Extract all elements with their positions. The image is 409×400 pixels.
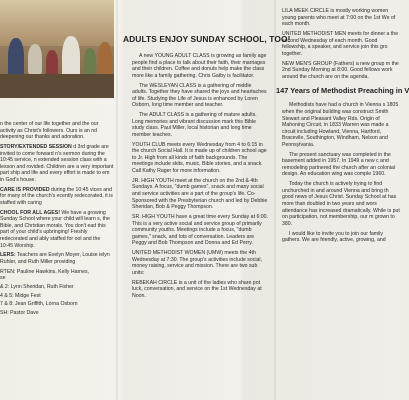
teachers-text: Teachers are Evelyn Moyer, Louise ielyn Ruhler, and Ruth Miller providing [0,252,110,266]
right-panel [276,0,409,400]
teachers-heading: LERS: [0,252,16,259]
adults-heading: ADULTS ENJOY SUNDAY SCHOOL, TOO! [123,34,291,44]
story-session-heading: STORY/EXTENDED SESSION [0,143,72,150]
photo-person [46,50,58,76]
sanctuary-paragraph: The present sanctuary was completed in the basement added in 1957. In 1949 a new c and remodeling partnered the church after an colonial design. An education wing was comple 1960. [282,151,396,178]
adult-class-paragraph: The ADULT CLASS is a gathering of mature adults. Long memories and vibrant discussion mark this Bible study class. Paul Miller, local historian and long time member teaches. [132,112,257,138]
new-mens-paragraph: NEW MEN'S GROUP (Fathers) a new group m the 2nd Sunday Morning at 8:00. Good fellows work around the church are on the agenda. [282,60,399,80]
story-session-paragraph [0,144,114,184]
photo-person [8,38,24,78]
staff-line: 4 & 5: Midge Fest [0,292,41,299]
photo-person [98,42,112,76]
history-paragraph: Methodists have had a church in Vienna s 1805 when the original building was construct Smith Stewart and Pleasant Valley Rds. Origin of Mahoning Circuit, in 1833 Warren was made a circuit including Howland, Vienna, Hartford, Bracevile, Southington, Windham, Nelson and Pennsylvania. [282,102,399,148]
school-paragraph [0,210,114,250]
middle-panel [120,0,291,400]
school-text: We have a growing Sunday School where your child will learn s, the Bible, and Christian morals. You don't ead this part of your child's upbringing! Freshly redecorated and ably staffed for ool and the 10:45 Worship. [0,209,110,249]
fold-line [116,0,118,400]
invite-paragraph: I would like to invite you to join our family gathers. We are friendly, active, growing, and [282,230,386,244]
staff-line: RTEN: Pauline Hawkins, Kelly Harnes, [0,268,89,275]
nursery-heading: CARE IS PROVIDED [0,186,50,193]
jr-high-paragraph: JR. HIGH YOUTH meet at the church on the 2nd & 4th Sundays. A focus, "dumb games", snack and many social and service activities are a part of the group's life. Co-Sponsored with the Presbyterian church and led by Debbie Sheridan, Bob & Peggy Thompson. [132,177,268,211]
umm-paragraph: UNITED METHODIST MEN meets for dinner a the second Wednesday of each month. Good fellowship, a speaker, and service join this gro together. [282,30,399,57]
wesleyan-paragraph: The WESLEYAN CLASS is a gathering of middle adults. Together they have shared the joys and heartaches of life. Studying the Life of Jesus is enhanced by Loren Osborn, long time member and teacher. [132,82,267,109]
sunday-school-photo [0,0,114,98]
school-heading: CHOOL FOR ALL AGES! [0,209,60,216]
staff-line: SH: Pastor Dave [0,309,39,316]
middle-text [120,53,270,300]
umw-paragraph: UNITED METHODIST WOMEN (UMW) meets the 4th Wednesday at 7:30. The group's activities include social, money raising, service and mission. There are two sub units: [132,250,262,276]
nursery-text: during the 10:45 vices and for many of the church's ecently redecorated, it is staffed with caring [0,186,113,206]
photo-floor [0,74,114,98]
today-paragraph: Today the church is actively trying to find unchurched in and around Vienna and bring th good news of Jesus Christ. Sunday School at has more than doubled in two years and wors attendance has increased dramatically. While is put on participation, not membership, our m grown to 380. [282,181,400,227]
young-adult-paragraph: A new YOUNG ADULT CLASS is growing as family age people find a place to talk about their faith, their marriages and their children. Coffee and donuts help make the class more like a family gathering. Chris Gatby is facilitator. [132,53,267,79]
photo-person [28,44,42,74]
teachers-paragraph [0,252,114,265]
sr-high-paragraph: SR. HIGH YOUTH have a great time every Sunday at 6:00. This is a very active social and service group of primarily community youths. Meetings include a focus, "dumb games," snack, and lots of conversation. Leaders are Peggy and Bob Thompson and Donna and Ed Perry. [132,214,268,247]
fold-line [274,0,276,400]
rebekah-paragraph: REBEKAH CIRCLE is a unit of the ladies who share pot luck, conversation, and service on the 1st Wednesday at Noon. [132,279,262,299]
staff-line: 7 & 8: Jean Griffith, Lorna Osborn [0,301,78,308]
left-text [0,121,114,316]
nursery-paragraph [0,187,114,207]
staff-line: & 2: Lynn Sheridan, Ruth Fisher [0,284,74,290]
right-text [276,0,409,244]
left-panel [0,0,114,400]
history-heading: 147 Years of Methodist Preaching in V [276,86,409,96]
staff-line: se [0,275,6,282]
left-intro: n the center of our life together and the our activity as Christ's followers. Ours is an nd deepening our thanks and adoration. [0,121,99,141]
youth-club-paragraph: YOUTH CLUB meets every Wednesday from 4 to 6:15 in the church Social Hall. It is made up of children school age to Jr. High from all kinds of faith backgrounds. The meetings include skits, music, Bible stories, and a snack. Call Kathy Rager for more information. [132,141,267,175]
photo-person [84,48,96,74]
lila-meek-paragraph: LILA MEEK CIRCLE is mostly working women young parents who meet at 7:00 on the 1st We of each month. [282,8,396,28]
story-session-text: d 3rd grade are invited to come forward n's sermon during the 10:45 service, n extended session class with a lesson and rovided. Children are a very important part ship and life and every effort is made to em in God's house. [0,143,114,183]
